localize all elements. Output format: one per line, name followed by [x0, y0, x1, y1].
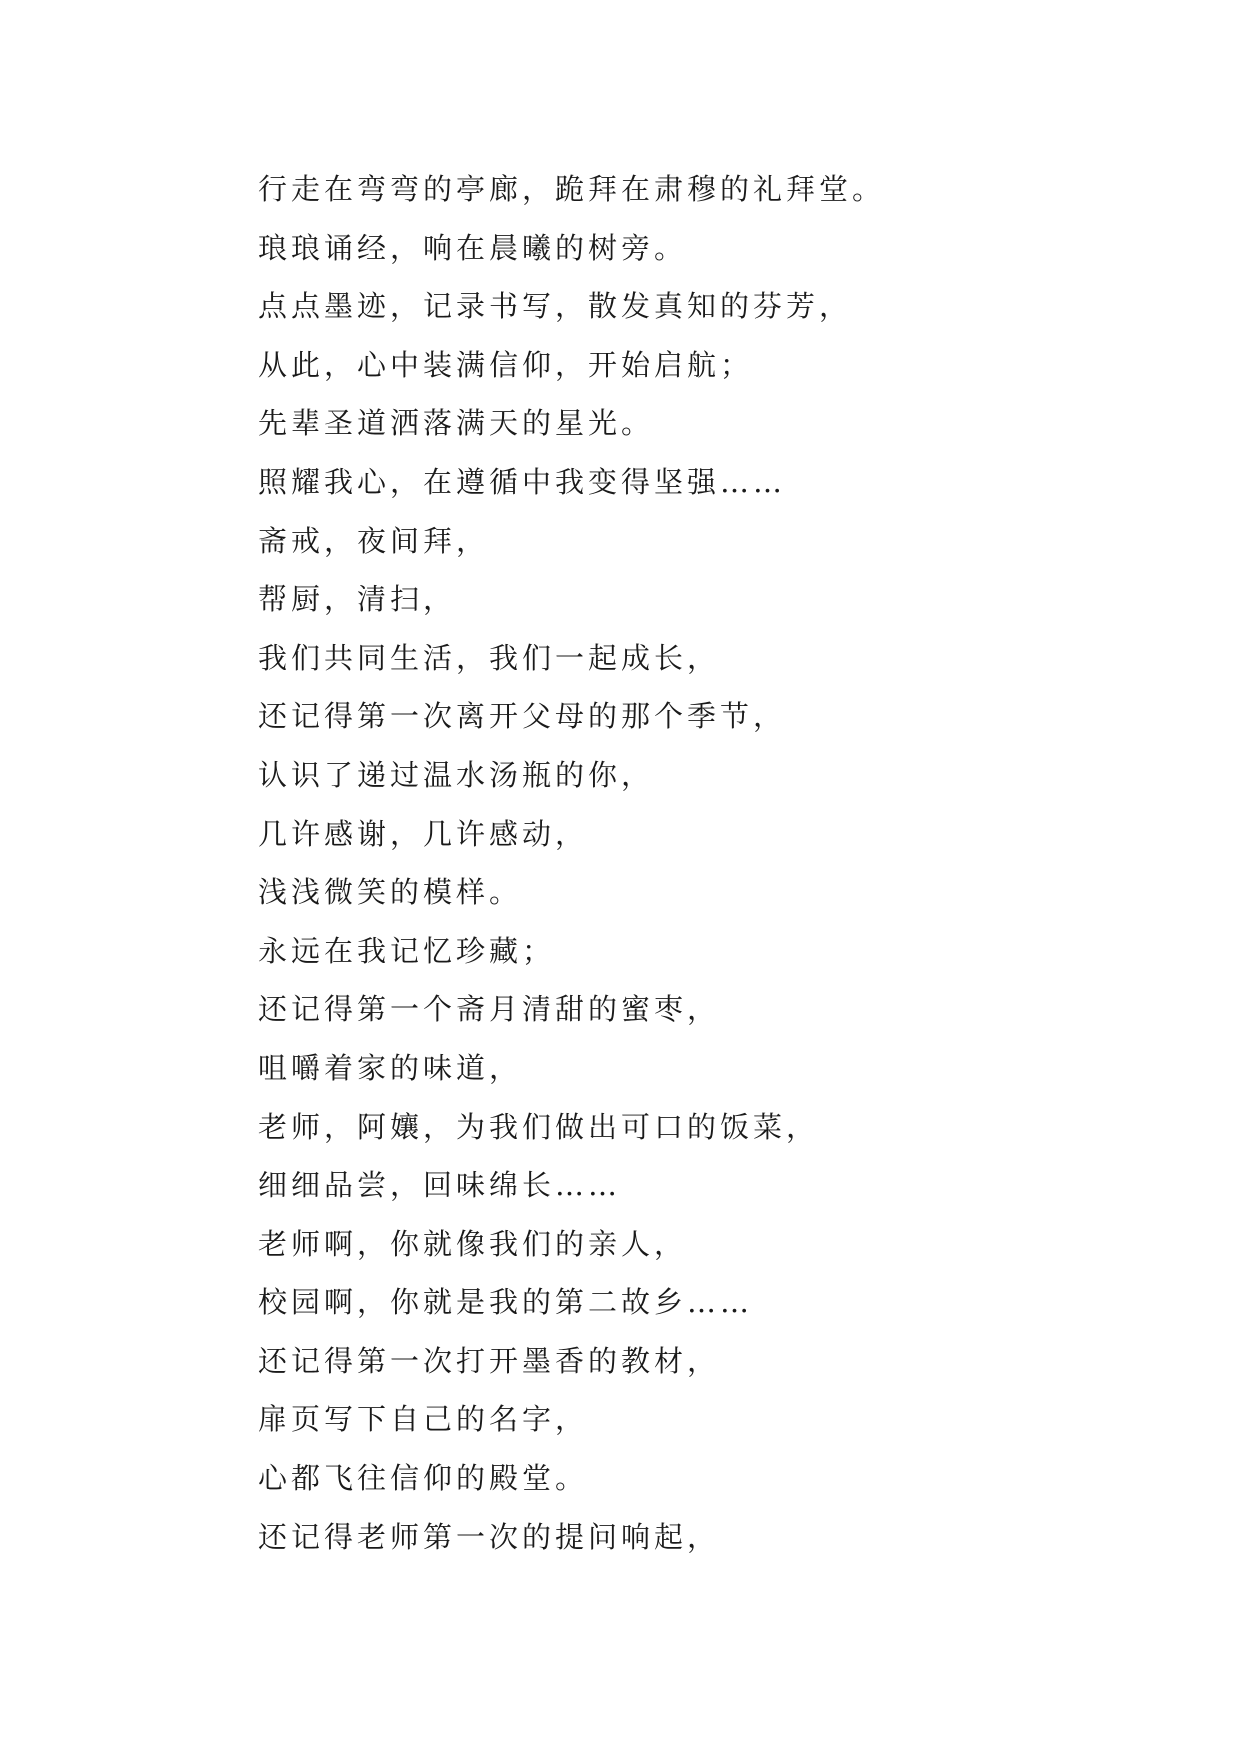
poem-line-4: 从此，心中装满信仰，开始启航； [258, 347, 754, 382]
poem-line-18: 细细品尝，回味绵长…… [258, 1168, 622, 1203]
poem-line-14: 永远在我记忆珍藏； [258, 933, 556, 968]
poem-line-2: 琅琅诵经，响在晨曦的树旁。 [258, 230, 688, 265]
poem-line-1: 行走在弯弯的亭廊，跪拜在肃穆的礼拜堂。 [258, 172, 886, 206]
poem-line-11: 认识了递过温水汤瓶的你， [258, 757, 655, 792]
poem-line-15: 还记得第一个斋月清甜的蜜枣， [258, 992, 721, 1027]
poem-line-16: 咀嚼着家的味道， [258, 1050, 523, 1085]
poem-line-10: 还记得第一次离开父母的那个季节， [258, 699, 787, 734]
poem-line-19: 老师啊，你就像我们的亲人， [258, 1226, 688, 1261]
poem-line-21: 还记得第一次打开墨香的教材， [258, 1343, 721, 1378]
poem-line-13: 浅浅微笑的模样。 [258, 875, 523, 910]
poem-line-5: 先辈圣道洒落满天的星光。 [258, 406, 655, 441]
poem-line-12: 几许感谢，几许感动， [258, 816, 589, 851]
poem-text [258, 160, 1158, 1566]
poem-line-20: 校园啊，你就是我的第二故乡…… [258, 1285, 754, 1320]
poem-line-22: 扉页写下自己的名字， [258, 1402, 589, 1437]
poem-line-6: 照耀我心，在遵循中我变得坚强…… [258, 464, 787, 499]
poem-line-23: 心都飞往信仰的殿堂。 [258, 1461, 589, 1496]
poem-line-17: 老师，阿孃，为我们做出可口的饭菜， [258, 1109, 820, 1144]
poem-line-24: 还记得老师第一次的提问响起， [258, 1519, 721, 1554]
poem-line-7: 斋戒，夜间拜， [258, 523, 490, 558]
poem-line-9: 我们共同生活，我们一起成长， [258, 640, 721, 675]
poem-line-8: 帮厨，清扫， [258, 582, 457, 617]
poem-line-3: 点点墨迹，记录书写，散发真知的芬芳， [258, 289, 853, 324]
